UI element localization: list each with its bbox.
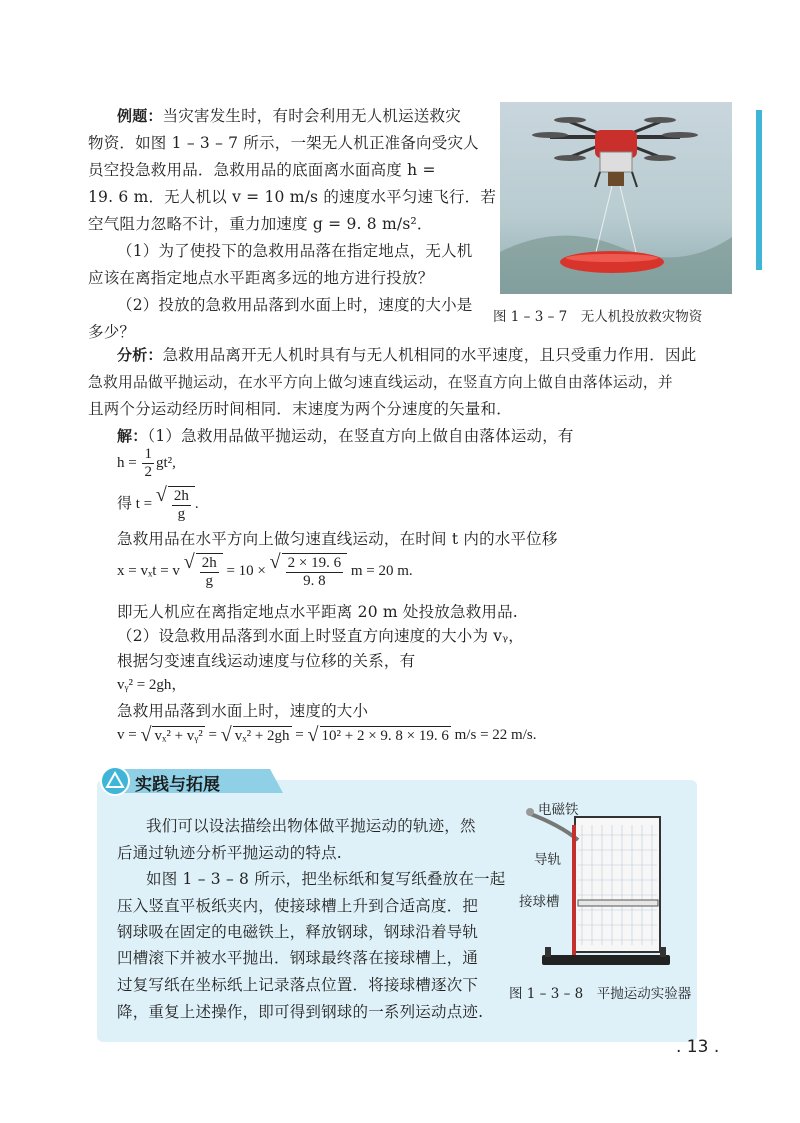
analysis-line-3: 且两个分运动经历时间相同．末速度为两个分速度的矢量和． [88,400,512,418]
example-line-2: 物资．如图 1 – 3 – 7 所示，一架无人机正准备向受灾人 [88,134,479,152]
drone-photo [500,102,732,294]
equation-vy: vᵧ² = 2gh， [117,677,187,693]
solution-line-5: 根据匀变速直线运动速度与位移的关系，有 [117,652,416,670]
analysis-line-2: 急救用品做平抛运动，在水平方向上做匀速直线运动，在竖直方向上做自由落体运动，并 [88,374,673,391]
question-1-line-1: （1）为了使投下的急救用品落在指定地点，无人机 [117,242,473,260]
solution-line-2: 急救用品在水平方向上做匀速直线运动，在时间 t 内的水平位移 [117,530,558,548]
side-color-tab [756,110,762,270]
practice-line-3: 如图 1 – 3 – 8 所示，把坐标纸和复写纸叠放在一起 [146,870,506,888]
question-1-line-2: 应该在离指定地点水平距离多远的地方进行投放？ [88,269,434,287]
practice-line-7: 过复写纸在坐标纸上记录落点位置．将接球槽逐次下 [117,976,479,994]
solution-line-1: 解：（1）急救用品做平抛运动，在竖直方向上做自由落体运动，有 [117,427,574,445]
sqrt-2h-over-g: √ $\frac{2h}{g}$ [156,486,195,523]
equation-x: x = vₓt = v √ $\frac{2h}{g}$ = 10 × √ $\frac{2 \times 19. 6}{9. 8}$ m = 20 m. [117,551,413,589]
solution-line-6: 急救用品落到水面上时，速度的大小 [117,702,369,720]
example-line-3: 员空投急救用品．急救用品的底面离水面高度 h = [88,161,436,179]
example-line-4: 19. 6 m．无人机以 v = 10 m/s 的速度水平匀速飞行．若 [88,188,497,206]
figure-1-3-7-caption: 图 1 – 3 – 7 无人机投放救灾物资 [493,309,703,325]
example-line-1: 例题：当灾害发生时，有时会利用无人机运送救灾 [117,107,461,125]
analysis-label: 分析： [117,346,163,364]
solution-line-3: 即无人机应在离指定地点水平距离 20 m 处投放急救用品. [117,603,518,621]
practice-line-8: 降，重复上述操作，即可得到钢球的一系列运动点迹. [117,1003,484,1021]
solution-label: 解： [117,427,148,445]
figure-1-3-8-caption: 图 1 – 3 – 8 平抛运动实验器 [509,986,692,1002]
label-catcher: 接球槽 [519,894,560,910]
example-label: 例题： [117,107,163,125]
equation-t: 得 t = √ $\frac{2h}{g}$ . [117,484,199,522]
question-2-line-1: （2）投放的急救用品落到水面上时，速度的大小是 [117,296,473,314]
equation-h-half-gt2: h = $\frac{1}{2}$ gt², [117,446,176,480]
practice-line-6: 凹槽滚下并被水平抛出．钢球最终落在接球槽上，通 [117,949,479,967]
equation-v: v = √ vₓ² + vᵧ² = √ vₓ² + 2gh = √ 10² + 2 × 9. 8 × 19. 6 m/s = 22 m/s. [117,724,537,746]
practice-title: 实践与拓展 [135,775,220,795]
solution-line-4: （2）设急救用品落到水面上时竖直方向速度的大小为 vᵧ， [117,627,524,645]
practice-line-4: 压入竖直平板纸夹内，使接球槽上升到合适高度．把 [117,897,479,915]
practice-line-1: 我们可以设法描绘出物体做平抛运动的轨迹，然 [146,817,476,835]
page-number: . 13 . [676,1037,720,1057]
apparatus-illustration [520,795,680,975]
analysis-line-1: 分析：急救用品离开无人机时具有与无人机相同的水平速度，且只受重力作用．因此 [117,346,697,364]
question-2-line-2: 多少？ [88,323,136,341]
label-electromagnet: 电磁铁 [538,802,579,818]
practice-line-5: 钢球吸在固定的电磁铁上，释放钢球，钢球沿着导轨 [117,923,479,941]
label-guide-rail: 导轨 [534,852,561,868]
fraction-one-half: $\frac{1}{2}$ [144,446,152,480]
projectile-apparatus [520,795,680,975]
drone-illustration [500,102,732,294]
practice-line-2: 后通过轨迹分析平抛运动的特点. [117,844,342,862]
example-line-5: 空气阻力忽略不计，重力加速度 g = 9. 8 m/s²． [88,215,433,233]
